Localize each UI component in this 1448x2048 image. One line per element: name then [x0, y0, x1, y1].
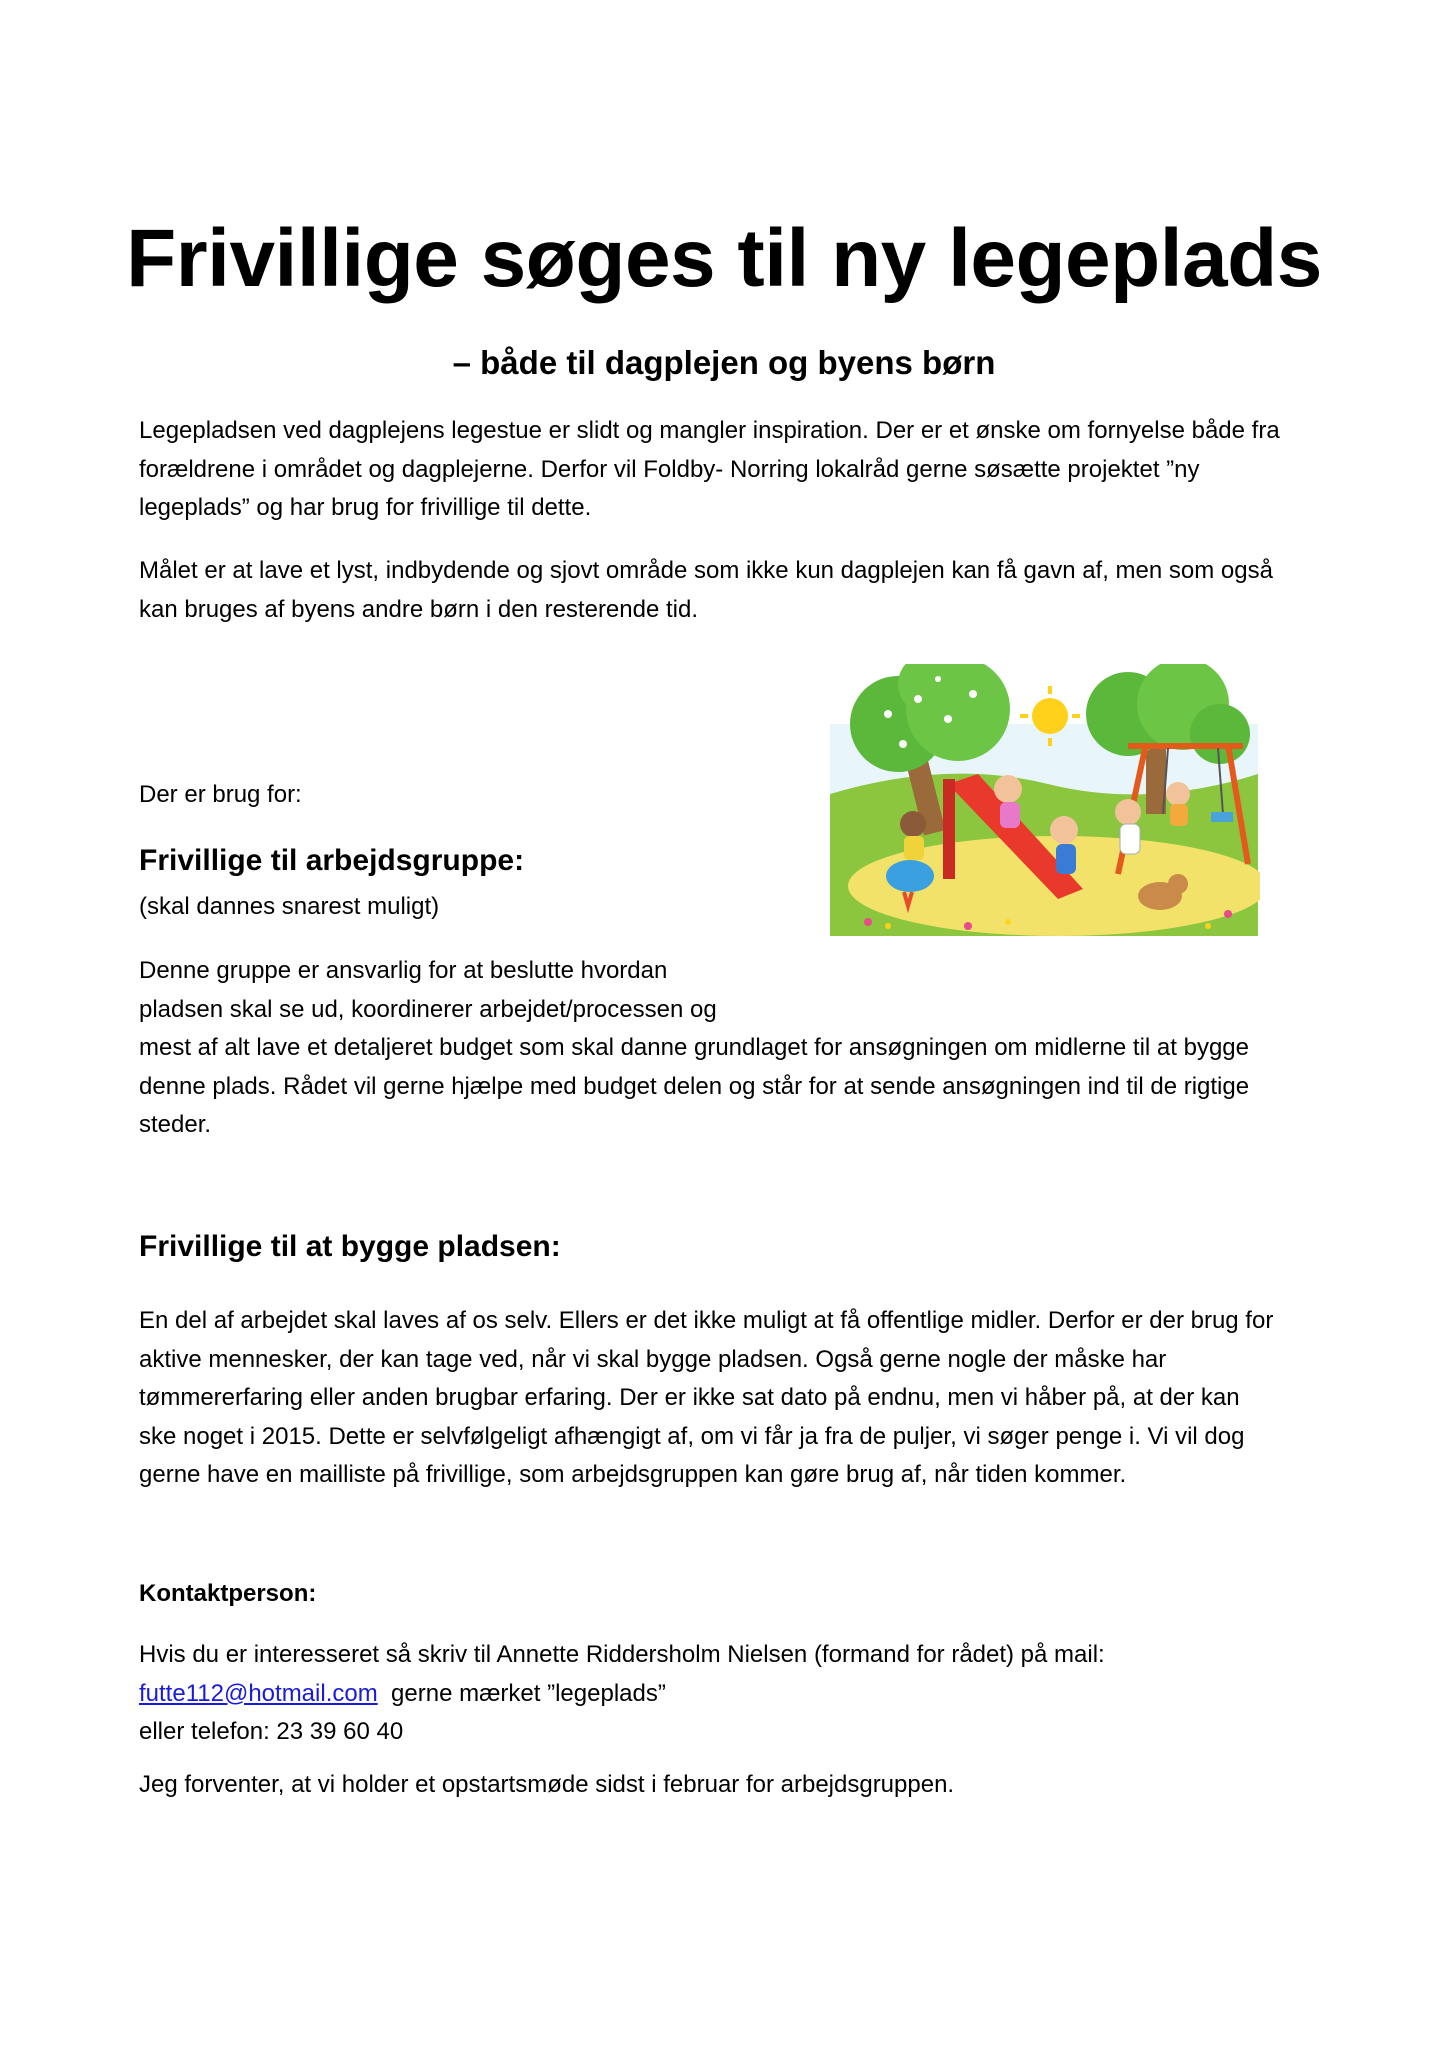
text-line: ske noget i 2015. Dette er selvfølgeligt afhængigt af, om vi får ja fra de puljer, vi søger penge i. Vi vil dog [139, 1422, 1245, 1450]
text-line: denne plads. Rådet vil gerne hjælpe med budget delen og står for at sende ansøgningen ind til de rigtige [139, 1072, 1250, 1100]
page-title: Frivillige søges til ny legeplads [126, 213, 1322, 304]
text-line: Hvis du er interesseret så skriv til Annette Riddersholm Nielsen (formand for rådet) på mail: [139, 1641, 1105, 1668]
page-subtitle: – både til dagplejen og byens børn [452, 344, 996, 381]
intro-paragraph-1 [139, 412, 1329, 528]
working-group-paragraph [139, 952, 1329, 1145]
closing-paragraph: Jeg forventer, at vi holder et opstartsmøde sidst i februar for arbejdsgruppen. [139, 1771, 955, 1798]
text-line: aktive mennesker, der kan tage ved, når vi skal bygge pladsen. Også gerne nogle der måske har [139, 1345, 1167, 1373]
contact-label: Kontaktperson: [139, 1580, 317, 1607]
text-line: Målet er at lave et lyst, indbydende og sjovt område som ikke kun dagplejen kan få gavn af, men som også [139, 557, 1273, 584]
build-paragraph [139, 1302, 1329, 1495]
working-group-note: (skal dannes snarest muligt) [139, 893, 440, 920]
email-line [139, 1675, 1329, 1714]
text-line: mest af alt lave et detaljeret budget som skal danne grundlaget for ansøgningen om midlerne til at bygge [139, 1034, 1249, 1061]
email-link[interactable]: futte112@hotmail.com [139, 1679, 378, 1707]
heading-build-volunteers: Frivillige til at bygge pladsen: [139, 1230, 561, 1263]
text-line: kan bruges af byens andre børn i den resterende tid. [139, 595, 699, 623]
text-line: forældrene i området og dagplejerne. Derfor vil Foldby- Norring lokalråd gerne søsætte projektet ”ny [139, 455, 1200, 483]
text-line: legeplads” og har brug for frivillige til dette. [139, 494, 592, 521]
intro-paragraph-2 [139, 552, 1329, 629]
text-line: tømmererfaring eller anden brugbar erfaring. Der er ikke sat dato på endnu, men vi håber på, at der kan [139, 1384, 1240, 1411]
text-line: pladsen skal se ud, koordinerer arbejdet/processen og [139, 995, 717, 1023]
phone-line: eller telefon: 23 39 60 40 [139, 1718, 404, 1745]
text-line: Legepladsen ved dagplejens legestue er slidt og mangler inspiration. Der er et ønske om fornyelse både fra [139, 417, 1280, 444]
text-line: gerne have en mailliste på frivillige, som arbejdsgruppen kan gøre brug af, når tiden kommer. [139, 1461, 1127, 1488]
text-line: En del af arbejdet skal laves af os selv. Ellers er det ikke muligt at få offentlige midler. Derfor er der brug for [139, 1307, 1274, 1334]
text-line: steder. [139, 1111, 212, 1138]
text-line: Denne gruppe er ansvarlig for at beslutte hvordan [139, 957, 668, 984]
need-label: Der er brug for: [139, 781, 302, 808]
contact-paragraph [139, 1636, 1329, 1752]
heading-working-group: Frivillige til arbejdsgruppe: [139, 844, 525, 877]
email-note: gerne mærket ”legeplads” [377, 1679, 666, 1707]
